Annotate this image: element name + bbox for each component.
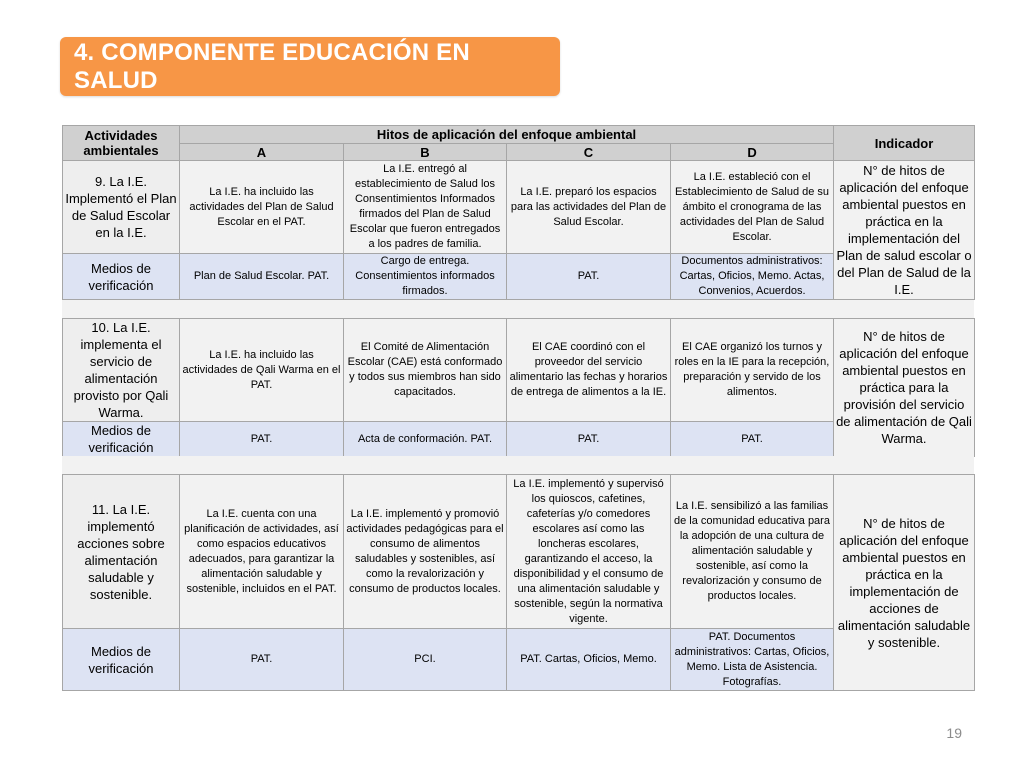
- medios-label: Medios de verificación: [63, 254, 180, 300]
- hito-a: La I.E. cuenta con una planificación de actividades, así como espacios educativos adecuados, para garantizar la alimentación saludable y sostenible, incluidos en el PAT.: [180, 475, 344, 629]
- medio-d: PAT.: [671, 422, 834, 457]
- medio-a: PAT.: [180, 422, 344, 457]
- medio-a: PAT.: [180, 629, 344, 691]
- header-actividades: Actividades ambientales: [63, 126, 180, 161]
- hito-b: El Comité de Alimentación Escolar (CAE) está conformado y todos sus miembros han sido capacitados.: [344, 319, 507, 422]
- medio-b: Cargo de entrega. Consentimientos informados firmados.: [344, 254, 507, 300]
- medio-c: PAT.: [507, 254, 671, 300]
- header-hitos: Hitos de aplicación del enfoque ambiental: [180, 126, 834, 144]
- activity-label: 10. La I.E. implementa el servicio de alimentación provisto por Qali Warma.: [63, 319, 180, 422]
- medio-a: Plan de Salud Escolar. PAT.: [180, 254, 344, 300]
- table-activity-11: [62, 474, 975, 691]
- hito-d: El CAE organizó los turnos y roles en la IE para la recepción, preparación y servido de los alimentos.: [671, 319, 834, 422]
- hito-c: La I.E. implementó y supervisó los quioscos, cafetines, cafeterías y/o comedores escolares así como las loncheras escolares, garantizando el acceso, la disponibilidad y el consumo de una alimentación saludable y sostenible, según la normativa vigente.: [507, 475, 671, 629]
- header-col-a: A: [180, 144, 344, 161]
- table-activity-10: [62, 318, 975, 457]
- activity-label: 11. La I.E. implementó acciones sobre alimentación saludable y sostenible.: [63, 475, 180, 629]
- medio-c: PAT.: [507, 422, 671, 457]
- hito-d: La I.E. sensibilizó a las familias de la comunidad educativa para la adopción de una cultura de alimentación saludable y sostenible, así como la revalorización y consumo de productos locales.: [671, 475, 834, 629]
- activity-label: 9. La I.E. Implementó el Plan de Salud Escolar en la I.E.: [63, 161, 180, 254]
- table-activity-9: [62, 125, 975, 300]
- medio-d: PAT. Documentos administrativos: Cartas, Oficios, Memo. Lista de Asistencia. Fotografías.: [671, 629, 834, 691]
- page-number: 19: [946, 725, 962, 741]
- hito-c: El CAE coordinó con el proveedor del servicio alimentario las fechas y horarios de entrega de alimentos a la IE.: [507, 319, 671, 422]
- row-separator: [62, 300, 974, 318]
- medios-label: Medios de verificación: [63, 422, 180, 457]
- section-title: 4. COMPONENTE EDUCACIÓN EN SALUD: [74, 38, 470, 94]
- hito-a: La I.E. ha incluido las actividades del Plan de Salud Escolar en el PAT.: [180, 161, 344, 254]
- indicator-text: N° de hitos de aplicación del enfoque ambiental puestos en práctica en la implementación de acciones de alimentación saludable y sostenible.: [834, 475, 975, 691]
- medio-c: PAT. Cartas, Oficios, Memo.: [507, 629, 671, 691]
- medio-d: Documentos administrativos: Cartas, Oficios, Memo. Actas, Convenios, Acuerdos.: [671, 254, 834, 300]
- hito-d: La I.E. estableció con el Establecimiento de Salud de su ámbito el cronograma de las actividades del Plan de Salud Escolar.: [671, 161, 834, 254]
- indicator-text: N° de hitos de aplicación del enfoque ambiental puestos en práctica para la provisión del servicio de alimentación de Qali Warma.: [834, 319, 975, 457]
- hito-c: La I.E. preparó los espacios para las actividades del Plan de Salud Escolar.: [507, 161, 671, 254]
- header-indicador: Indicador: [834, 126, 975, 161]
- hito-a: La I.E. ha incluido las actividades de Qali Warma en el PAT.: [180, 319, 344, 422]
- hito-b: La I.E. entregó al establecimiento de Salud los Consentimientos Informados firmados del Plan de Salud Escolar que fueron entregados a los padres de familia.: [344, 161, 507, 254]
- section-title-banner: [60, 37, 560, 96]
- medios-label: Medios de verificación: [63, 629, 180, 691]
- row-separator: [62, 456, 974, 474]
- medio-b: PCI.: [344, 629, 507, 691]
- header-col-d: D: [671, 144, 834, 161]
- header-col-b: B: [344, 144, 507, 161]
- hito-b: La I.E. implementó y promovió actividades pedagógicas para el consumo de alimentos saludables y sostenibles, así como la revalorización y consumo de productos locales.: [344, 475, 507, 629]
- indicator-text: N° de hitos de aplicación del enfoque ambiental puestos en práctica en la implementación del Plan de salud escolar o del Plan de Salud de la I.E.: [834, 161, 975, 300]
- medio-b: Acta de conformación. PAT.: [344, 422, 507, 457]
- header-col-c: C: [507, 144, 671, 161]
